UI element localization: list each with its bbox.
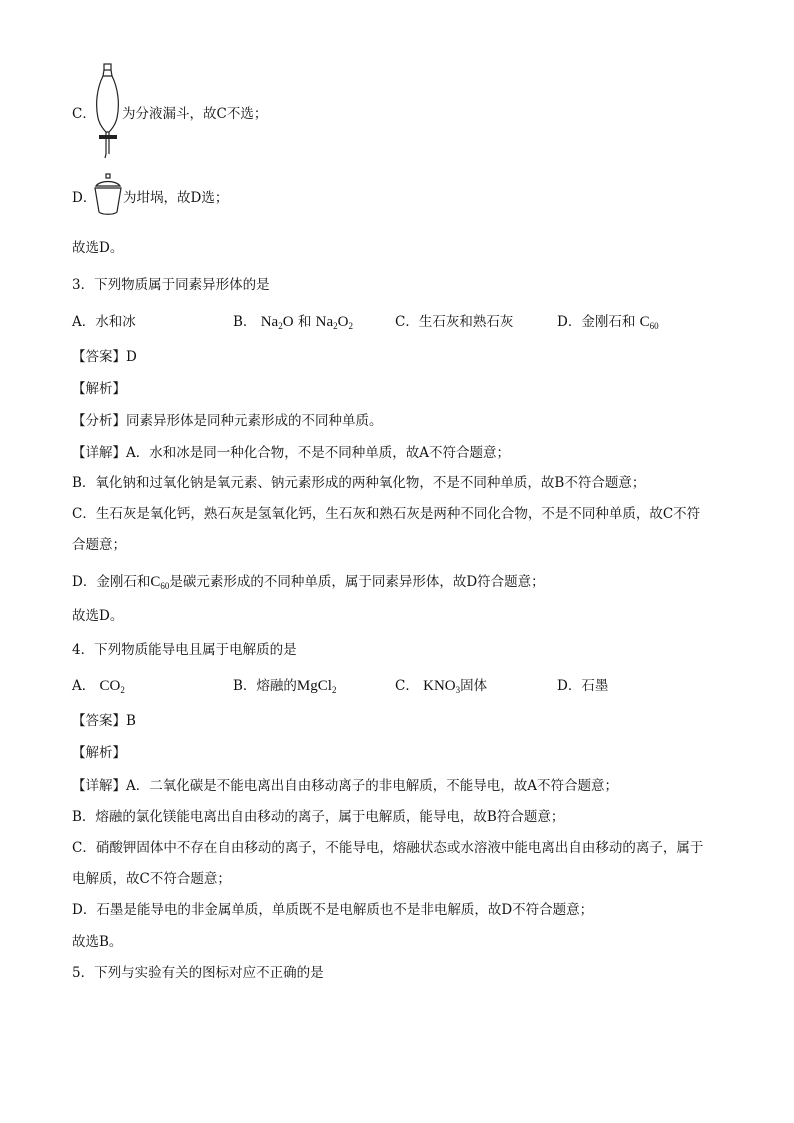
q4-conclusion: 故选B。 (72, 934, 123, 950)
q4-detail-d: D．石墨是能导电的非金属单质，单质既不是电解质也不是非电解质，故D不符合题意； (72, 902, 594, 918)
item-d-letter: D． (72, 190, 97, 206)
formula-mgcl2: MgCl$_2$ (296, 678, 337, 695)
q4-detail-b: B．熔融的氯化镁能电离出自由移动的离子，属于电解质，能导电，故B符合题意； (72, 809, 565, 825)
formula-na2o: $Na_2O$ (260, 314, 294, 331)
q3-detail-b: B．氧化钠和过氧化钠是氧元素、钠元素形成的两种氧化物，不是不同种单质，故B不符合题意； (72, 475, 646, 491)
q3-option-b-and: 和 (297, 314, 312, 330)
q4-option-c (395, 676, 487, 700)
q3-detail-a: 【详解】A．水和冰是同一种化合物，不是不同种单质，故A不符合题意； (72, 445, 510, 461)
conclusion-prev: 故选D。 (72, 240, 124, 256)
q3-conclusion: 故选D。 (72, 608, 124, 624)
formula-c60: $C_{60}$ (639, 314, 659, 331)
q5-stem: 5．下列与实验有关的图标对应不正确的是 (72, 965, 324, 981)
q4-option-d: D．石墨 (557, 678, 609, 694)
q4-stem: 4．下列物质能导电且属于电解质的是 (72, 642, 297, 658)
q4-option-b (233, 676, 336, 700)
separatory-funnel-icon (92, 62, 124, 160)
q3-detail-d-pre: D．金刚石和 (72, 574, 151, 590)
q3-option-d-text: D．金刚石和 (557, 314, 636, 330)
q4-option-b-text: B．熔融的 (233, 678, 297, 694)
item-c-text: 为分液漏斗，故C不选； (122, 106, 268, 122)
q4-detail-a: 【详解】A．二氧化碳是不能电离出自由移动离子的非电解质，不能导电，故A不符合题意； (72, 778, 618, 794)
q3-detail-c1: C．生石灰是氧化钙，熟石灰是氢氧化钙，生石灰和熟石灰是两种不同化合物，不是不同种单质，故C不符 (72, 506, 701, 522)
q3-stem: 3．下列物质属于同素异形体的是 (72, 277, 270, 293)
q3-detail-d (72, 572, 545, 596)
item-c-letter: C． (72, 106, 96, 122)
formula-kno3: $KNO_3$ (423, 678, 461, 695)
q3-detail-c2: 合题意； (72, 537, 126, 553)
q3-fenxi: 【分析】同素异形体是同种元素形成的不同种单质。 (72, 413, 383, 429)
q4-analysis-label: 【解析】 (72, 745, 126, 761)
q3-option-b-letter: B． (233, 314, 257, 330)
q3-option-a: A．水和冰 (72, 314, 136, 330)
q4-option-c-post: 固体 (460, 678, 488, 694)
formula-na2o2: $Na_2O_2$ (315, 314, 353, 331)
q3-answer: 【答案】D (72, 349, 137, 365)
q4-option-c-letter: C． (395, 678, 419, 694)
formula-co2: $CO_2$ (99, 678, 125, 695)
q4-option-a-letter: A． (72, 678, 96, 694)
q3-option-c: C．生石灰和熟石灰 (395, 314, 514, 330)
q3-analysis-label: 【解析】 (72, 381, 126, 397)
q3-option-d (557, 312, 659, 336)
q3-option-b (233, 312, 353, 336)
item-d-text: 为坩埚，故D选； (123, 190, 229, 206)
crucible-icon (92, 172, 124, 218)
formula-c60-inline: $C_{60}$ (150, 574, 170, 591)
q4-detail-c1: C．硝酸钾固体中不存在自由移动的离子，不能导电，熔融状态或水溶液中能电离出自由移动的离子，属于 (72, 840, 704, 856)
q3-detail-d-post: 是碳元素形成的不同种单质，属于同素异形体，故D符合题意； (169, 574, 545, 590)
q4-option-a (72, 676, 125, 700)
q4-answer: 【答案】B (72, 713, 136, 729)
q4-detail-c2: 电解质，故C不符合题意； (72, 871, 231, 887)
